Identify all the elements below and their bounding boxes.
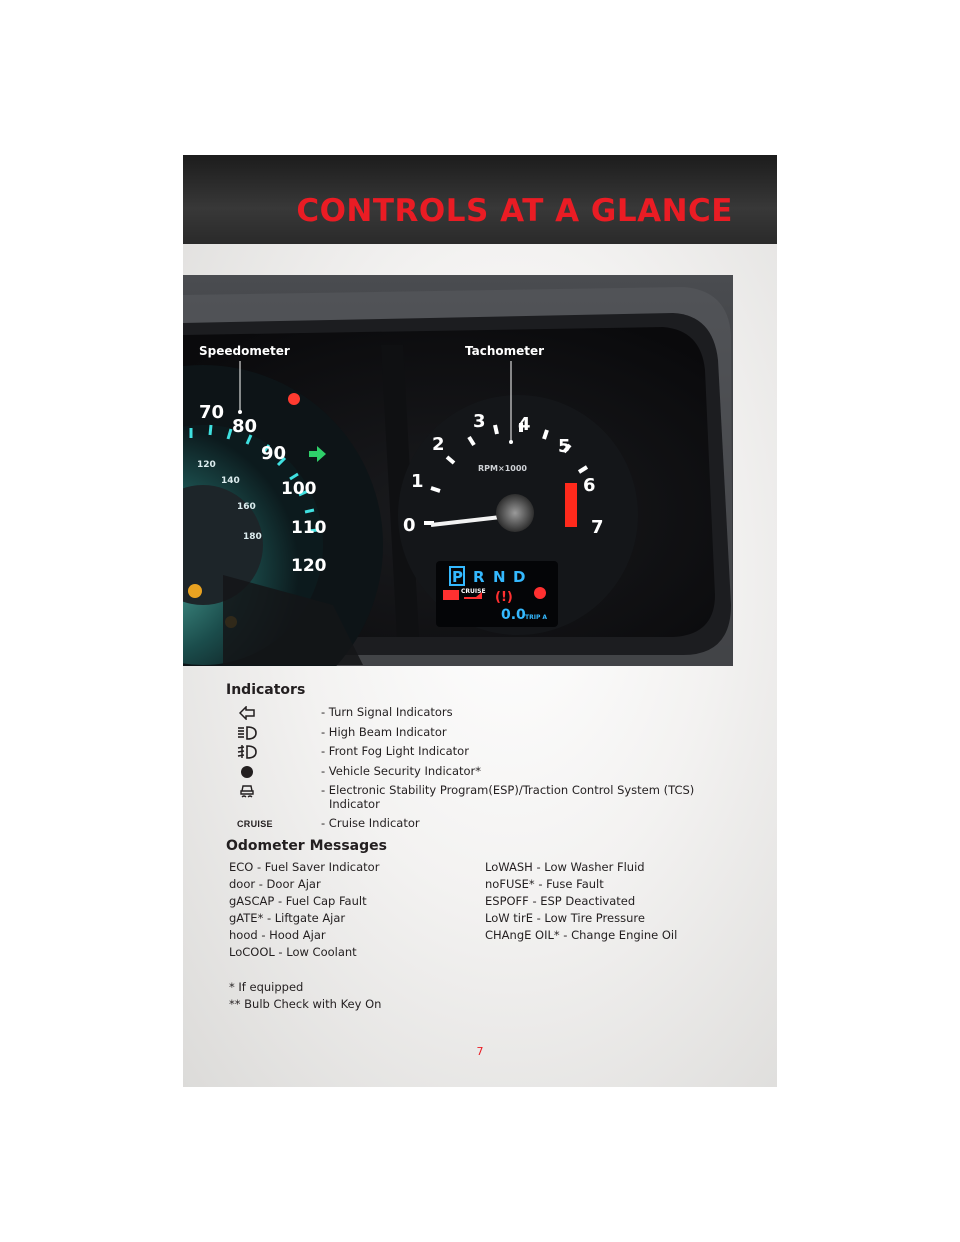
battery-light-icon [443,590,459,600]
speedo-inner-120: 120 [197,460,216,470]
indicators-heading: Indicators [226,682,306,698]
indicator-row [183,704,777,724]
odometer-message: LoW tirE - Low Tire Pressure [485,911,645,925]
cluster-illustration [183,275,733,666]
odometer-message: CHAngE OIL* - Change Engine Oil [485,928,678,942]
page-number: 7 [476,1045,484,1058]
speedo-inner-160: 160 [237,502,256,512]
odometer-messages-heading: Odometer Messages [226,838,387,854]
gear-n: N [493,568,506,586]
footnote: * If equipped [229,980,304,994]
speedometer-callout: Speedometer [199,344,290,358]
page-title: CONTROLS AT A GLANCE [296,193,733,229]
brake-warning-icon: (!) [495,590,513,605]
speedo-inner-180: 180 [243,532,262,542]
indicator-text: - Cruise Indicator [321,816,420,830]
turn-signal-icon [235,704,259,722]
high-beam-icon [235,724,259,742]
speedo-inner-140: 140 [221,476,240,486]
gear-p: P [452,568,463,586]
brake-light-icon [188,584,202,598]
tach-label-1: 1 [411,471,424,492]
indicator-text: - Vehicle Security Indicator* [321,764,482,778]
speedo-label-80: 80 [232,416,258,437]
tach-label-3: 3 [473,411,486,432]
cruise-display-label: CRUISE [461,588,486,595]
manual-page [183,155,777,1087]
odometer-value: 0.0 [501,607,526,623]
tach-label-4: 4 [518,414,531,435]
instrument-cluster-photo [183,275,733,666]
odometer-message: door - Door Ajar [229,877,321,891]
odometer-message: noFUSE* - Fuse Fault [485,877,604,891]
seatbelt-light-icon [534,587,546,599]
section-header [183,155,777,244]
tach-label-2: 2 [432,434,445,455]
front-fog-light-icon [235,743,259,761]
cruise-icon-label: CRUISE [237,819,273,829]
tach-label-5: 5 [558,436,571,457]
cruise-icon [237,815,283,833]
indicator-row [183,724,777,744]
vehicle-security-icon [235,763,259,781]
redline-zone [565,483,577,527]
odometer-message: hood - Hood Ajar [229,928,326,942]
indicator-text-continued: Indicator [329,797,380,811]
odometer-message: gASCAP - Fuel Cap Fault [229,894,367,908]
odometer-message: ESPOFF - ESP Deactivated [485,894,636,908]
indicator-row [183,815,777,835]
footnote: ** Bulb Check with Key On [229,997,382,1011]
odometer-message: LoWASH - Low Washer Fluid [485,860,645,874]
odometer-message: gATE* - Liftgate Ajar [229,911,346,925]
indicator-text: - Front Fog Light Indicator [321,744,469,758]
gear-r: R [473,568,485,586]
tach-unit-label: RPM×1000 [478,464,527,473]
indicator-text: - Turn Signal Indicators [321,705,453,719]
tachometer-callout: Tachometer [465,344,545,358]
warning-light-icon [288,393,300,405]
indicator-text: - High Beam Indicator [321,725,447,739]
tach-label-0: 0 [403,515,416,536]
indicator-row [183,782,777,814]
speedo-label-120: 120 [291,556,327,576]
speedo-label-110: 110 [291,518,327,538]
tach-label-6: 6 [583,475,596,496]
indicator-row [183,743,777,763]
tach-hub [496,494,534,532]
tach-label-7: 7 [591,517,604,538]
esp-tcs-icon [235,782,259,800]
indicator-row [183,763,777,783]
speedo-label-70: 70 [199,402,225,423]
odometer-message: ECO - Fuel Saver Indicator [229,860,380,874]
gear-d: D [513,568,526,586]
trip-label: TRIP A [525,614,548,621]
indicator-text: - Electronic Stability Program(ESP)/Traction Control System (TCS) [321,783,695,797]
speedo-label-100: 100 [281,479,317,499]
speedo-label-90: 90 [261,443,287,464]
odometer-message: LoCOOL - Low Coolant [229,945,357,959]
